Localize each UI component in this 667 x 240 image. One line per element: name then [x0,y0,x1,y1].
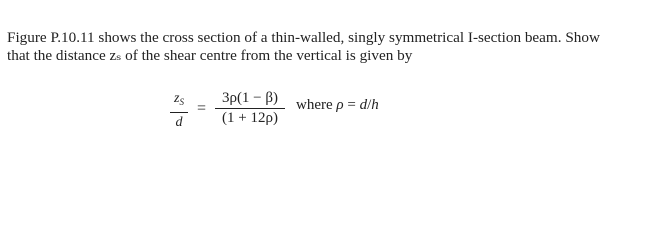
rhs-denominator: (1 + 12ρ) [222,110,278,126]
rhs-numerator: 3ρ(1 − β) [221,90,279,106]
lhs-numerator-var: z [174,91,180,106]
rhs-fraction-bar [215,108,285,109]
where-rho: ρ [336,97,344,113]
problem-statement [7,29,657,65]
lhs-fraction [170,90,188,131]
equals-sign: = [197,100,207,117]
where-clause [296,97,379,114]
problem-line-2: that the distance zₛ of the shear centre from the vertical is given by [7,47,413,64]
where-equals: = [347,97,356,113]
lhs-fraction-bar [170,112,188,113]
where-h: h [371,97,379,113]
lhs-denominator: d [175,115,183,130]
problem-line-1: Figure P.10.11 shows the cross section of a thin-walled, singly symmetrical I-section beam. Show [7,29,600,46]
where-word: where [296,97,333,113]
where-slash: / [367,97,372,113]
shear-centre-equation [0,90,667,135]
where-d: d [359,97,368,113]
lhs-numerator-subscript: S [179,97,184,107]
rhs-fraction [215,90,285,127]
lhs-numerator [174,90,184,111]
